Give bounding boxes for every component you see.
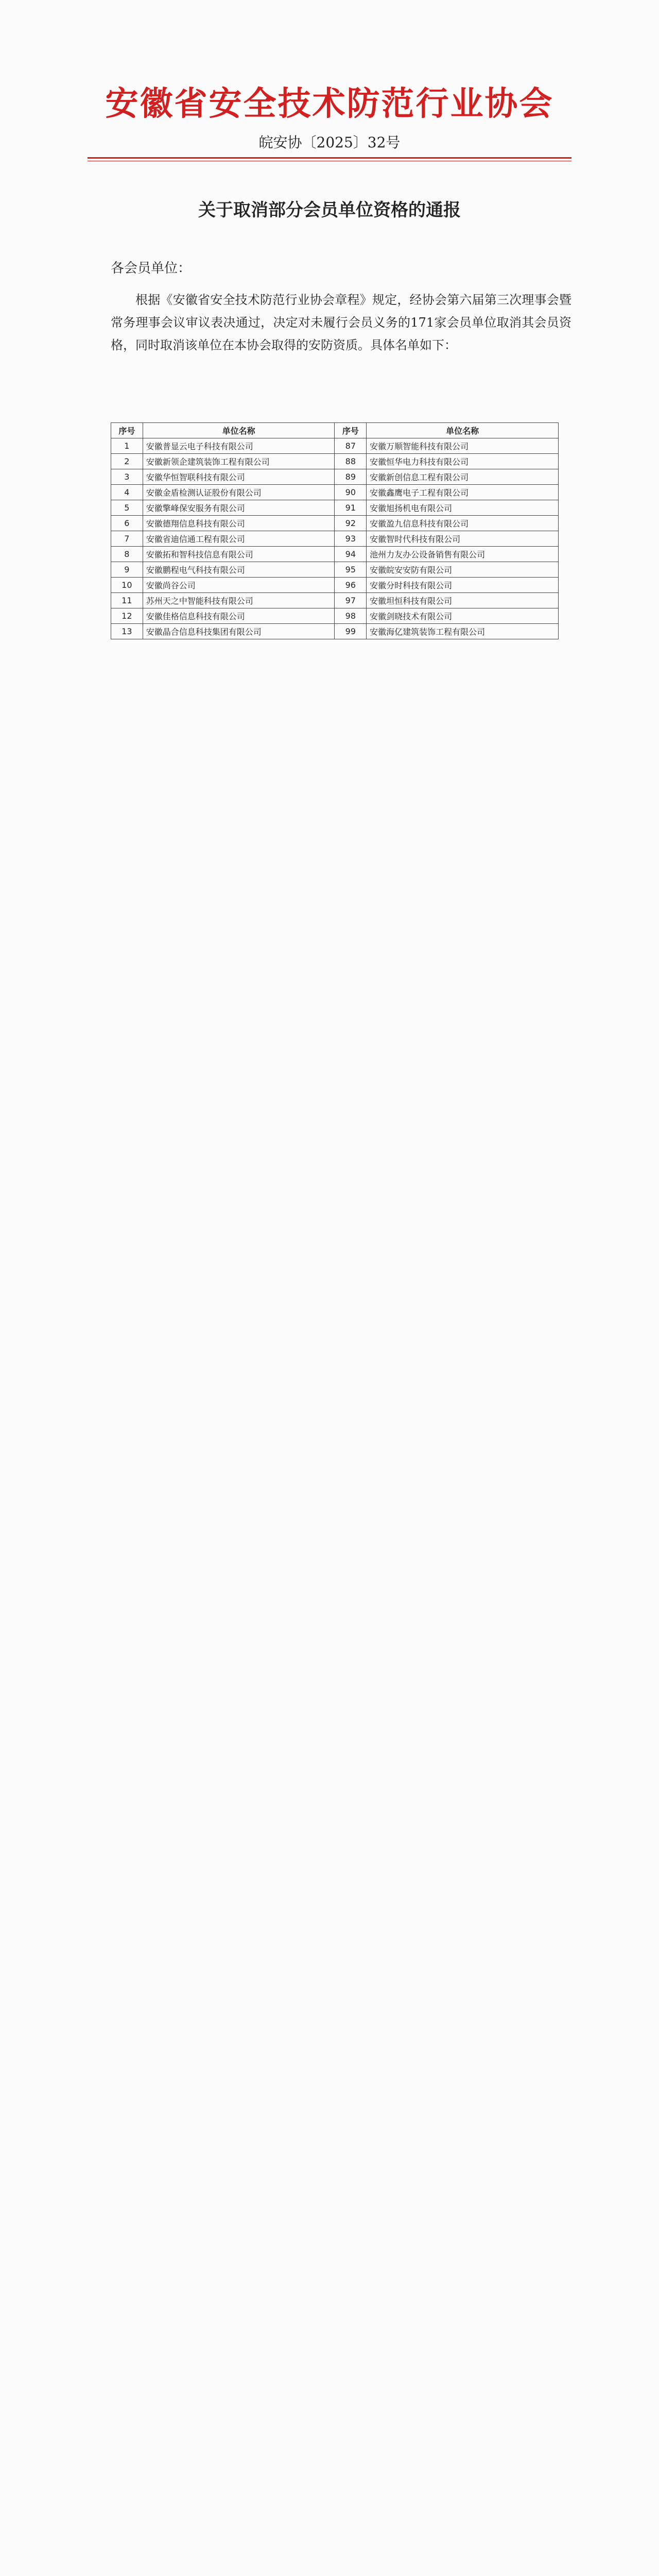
row-index: 13 (111, 624, 143, 639)
row-unit-name: 安徽旭扬机电有限公司 (367, 500, 559, 516)
row-unit-name: 安徽新创信息工程有限公司 (367, 469, 559, 485)
table-body (111, 438, 559, 639)
row-index: 89 (335, 469, 367, 485)
table-row (111, 500, 559, 516)
row-index: 99 (335, 624, 367, 639)
row-index: 97 (335, 593, 367, 608)
row-unit-name: 安徽坦恒科技有限公司 (367, 593, 559, 608)
row-index: 1 (111, 438, 143, 454)
row-index: 12 (111, 608, 143, 624)
header-index-right: 序号 (335, 423, 367, 438)
header-index-left: 序号 (111, 423, 143, 438)
row-unit-name: 安徽智时代科技有限公司 (367, 531, 559, 547)
row-index: 5 (111, 500, 143, 516)
row-index: 6 (111, 516, 143, 531)
table-row (111, 469, 559, 485)
red-divider (88, 157, 571, 159)
table-row (111, 608, 559, 624)
row-unit-name: 安徽剑晓技术有限公司 (367, 608, 559, 624)
table-row (111, 485, 559, 500)
table-row (111, 531, 559, 547)
row-index: 9 (111, 562, 143, 578)
table-row (111, 578, 559, 593)
row-unit-name: 安徽晶合信息科技集团有限公司 (143, 624, 335, 639)
row-unit-name: 安徽恒华电力科技有限公司 (367, 454, 559, 469)
row-index: 4 (111, 485, 143, 500)
row-index: 94 (335, 547, 367, 562)
member-table-container (111, 422, 559, 639)
row-index: 91 (335, 500, 367, 516)
row-index: 95 (335, 562, 367, 578)
row-index: 98 (335, 608, 367, 624)
row-unit-name: 安徽鹏程电气科技有限公司 (143, 562, 335, 578)
row-unit-name: 安徽皖安安防有限公司 (367, 562, 559, 578)
row-index: 2 (111, 454, 143, 469)
table-row (111, 624, 559, 639)
row-unit-name: 苏州天之中智能科技有限公司 (143, 593, 335, 608)
row-unit-name: 安徽万顺智能科技有限公司 (367, 438, 559, 454)
row-index: 87 (335, 438, 367, 454)
row-index: 7 (111, 531, 143, 547)
row-index: 11 (111, 593, 143, 608)
row-unit-name: 安徽华恒智联科技有限公司 (143, 469, 335, 485)
table-row (111, 516, 559, 531)
row-unit-name: 安徽盈九信息科技有限公司 (367, 516, 559, 531)
row-index: 8 (111, 547, 143, 562)
row-index: 10 (111, 578, 143, 593)
table-row (111, 593, 559, 608)
row-unit-name: 安徽德翔信息科技有限公司 (143, 516, 335, 531)
row-unit-name: 安徽佳格信息科技有限公司 (143, 608, 335, 624)
row-unit-name: 安徽拓和智科技信息有限公司 (143, 547, 335, 562)
row-index: 90 (335, 485, 367, 500)
table-row (111, 547, 559, 562)
document-number: 皖安协〔2025〕32号 (258, 134, 401, 151)
salutation: 各会员单位： (111, 261, 192, 276)
notice-title: 关于取消部分会员单位资格的通报 (198, 200, 461, 221)
row-unit-name: 安徽普显云电子科技有限公司 (143, 438, 335, 454)
table-row (111, 438, 559, 454)
row-unit-name: 安徽尚谷公司 (143, 578, 335, 593)
row-unit-name: 安徽海亿建筑装饰工程有限公司 (367, 624, 559, 639)
row-unit-name: 安徽省迪信通工程有限公司 (143, 531, 335, 547)
table-row (111, 454, 559, 469)
row-unit-name: 安徽鑫鹰电子工程有限公司 (367, 485, 559, 500)
row-index: 3 (111, 469, 143, 485)
row-unit-name: 池州力友办公设备销售有限公司 (367, 547, 559, 562)
header-name-right: 单位名称 (367, 423, 559, 438)
row-unit-name: 安徽分时科技有限公司 (367, 578, 559, 593)
row-index: 93 (335, 531, 367, 547)
org-title: 安徽省安全技术防范行业协会 (105, 84, 554, 123)
table-header-row (111, 423, 559, 438)
row-unit-name: 安徽金盾检测认证股份有限公司 (143, 485, 335, 500)
row-unit-name: 安徽擎峰保安服务有限公司 (143, 500, 335, 516)
table-row (111, 562, 559, 578)
letterhead (0, 0, 659, 170)
row-index: 96 (335, 578, 367, 593)
member-table (111, 422, 559, 639)
row-index: 88 (335, 454, 367, 469)
row-index: 92 (335, 516, 367, 531)
header-name-left: 单位名称 (143, 423, 335, 438)
row-unit-name: 安徽新领企建筑装饰工程有限公司 (143, 454, 335, 469)
notice-body: 根据《安徽省安全技术防范行业协会章程》规定，经协会第六届第三次理事会暨常务理事会议审议表决通过，决定对未履行会员义务的171家会员单位取消其会员资格，同时取消该单位在本协会取得的安防资质。具体名单如下： (111, 293, 571, 352)
